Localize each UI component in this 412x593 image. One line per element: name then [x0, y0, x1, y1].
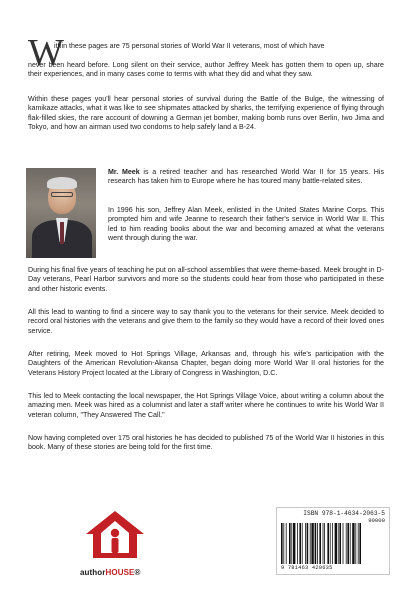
- paragraph-thank-you: All this lead to wanting to find a sincere way to say thank you to the veterans for their service. Meek decided to record oral histories with the veterans and give them to the family so they would have a record of their loved ones service.: [28, 308, 384, 335]
- paragraph-completed: Now having completed over 175 oral histories he has decided to published 75 of the World War II histories in this book. Many of these stories are being told for the first time.: [28, 434, 384, 452]
- barcode-bars: [281, 523, 385, 564]
- authorhouse-logo-icon: [80, 508, 150, 562]
- author-photo: [26, 168, 96, 258]
- bio-text-1: is a retired teacher and has researched World War II for 15 years. His research has taken him to Europe where he has toured many battle-related sites.: [108, 168, 384, 186]
- price-addon-digits: 90000: [368, 517, 385, 524]
- bio-paragraph-1: [108, 168, 384, 187]
- bio-paragraph-2: In 1996 his son, Jeffrey Alan Meek, enlisted in the United States Marine Corps. This prompted him and wife Jeanne to research their father's service in World War II. This led to him reading books about the war and becoming amazed at what the veterans went through during the war.: [108, 206, 384, 242]
- isbn-label: ISBN 978-1-4634-2063-5: [303, 510, 385, 517]
- drop-cap: W: [28, 32, 64, 74]
- paragraph-retiring: After retiring, Meek moved to Hot Springs Village, Arkansas and, through his wife's participation with the Daughters of the American Revolution-Akansa Chapter, began doing more World War II oral histories for the Veterans History Project located at the Library of Congress in Washington, D.C.: [28, 350, 384, 377]
- paragraph-teaching: During his final five years of teaching he put on all-school assemblies that were theme-based. Meek brought in D-Day veterans, Pearl Harbor survivors and more so the students could hear from those who participated in these and other historic events.: [28, 266, 384, 293]
- intro-paragraph: never been heard before. Long silent on their service, author Jeffrey Meek has gotten them to open up, share their experiences, and in many cases come to terms with what they did and what they saw.: [28, 61, 384, 79]
- intro-first-line: ithin these pages are 75 personal stories of World War II veterans, most of which have: [54, 42, 325, 50]
- author-name: Mr. Meek: [108, 168, 140, 176]
- isbn-barcode: [276, 507, 390, 575]
- paragraph-newspaper: This led to Meek contacting the local newspaper, the Hot Springs Village Voice, about writing a column about the amazing men. Meek was hired as a columnist and later a staff writer where he continues to write his World War II veteran column, "They Answered The Call.": [28, 392, 384, 419]
- survival-paragraph: Within these pages you'll hear personal stories of survival during the Battle of the Bulge, the witnessing of kamikaze attacks, what it was like to see shipmates attacked by sharks, the terrifying experience of flying through flak-filled skies, the rare account of downing a German jet bomber, making bomb runs over Berlin, Iwo Jima and Tokyo, and how an airman used two condoms to help safely land a B-24.: [28, 95, 384, 131]
- barcode-digits: 9 781463 420635: [281, 565, 333, 571]
- publisher-wordmark: authorHOUSE®: [80, 568, 141, 577]
